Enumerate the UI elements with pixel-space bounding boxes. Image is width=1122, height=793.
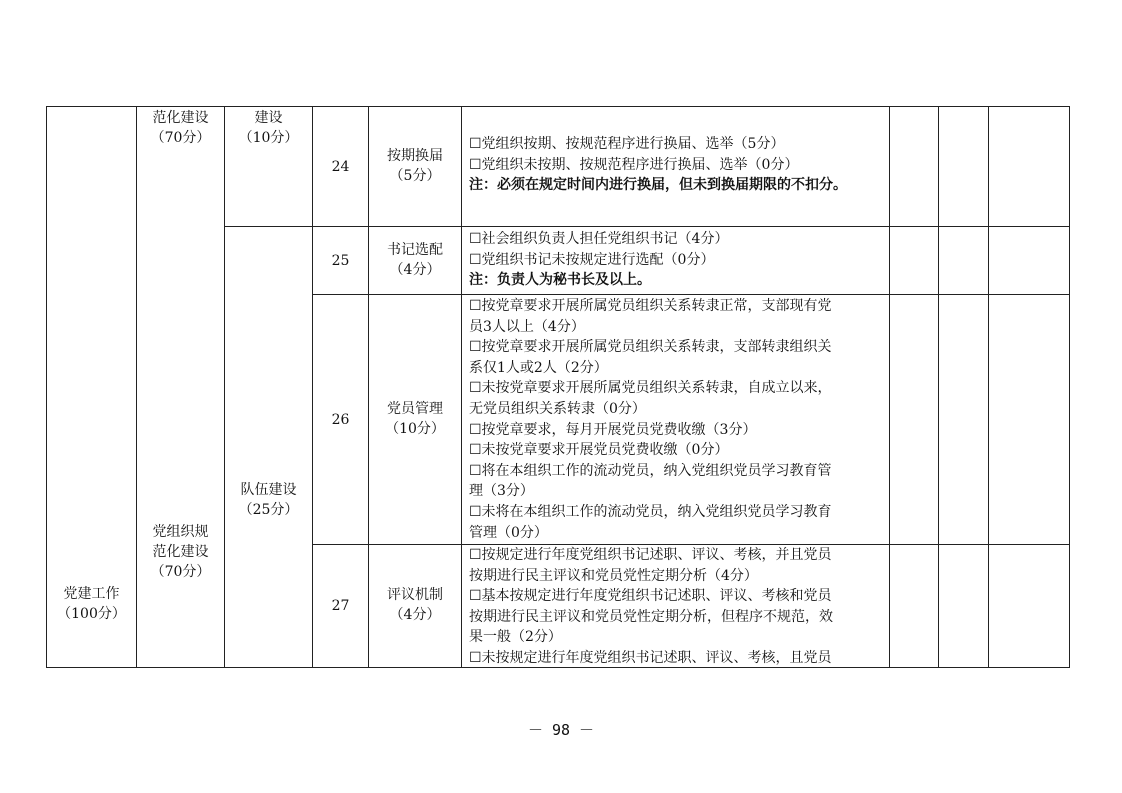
criteria-line: ☐按规定进行年度党组织书记述职、评议、考核，并且党员 (469, 547, 832, 563)
category-score: （100分） (57, 606, 126, 622)
criteria-line: 员3人以上（4分） (469, 318, 585, 335)
col-border-9 (1069, 106, 1070, 668)
section-score: （70分） (150, 564, 211, 580)
item-name: 按期换届 (387, 148, 443, 164)
item-points: （4分） (389, 607, 441, 623)
criteria-line: ☐按党章要求开展所属党员组织关系转隶正常，支部现有党 (469, 298, 832, 314)
row-number: 27 (331, 598, 350, 614)
section-score: （70分） (150, 130, 211, 146)
section-name: 范化建设 (152, 110, 209, 126)
subsection-cell-bottom (225, 480, 312, 520)
criteria-cell (469, 545, 889, 669)
item-name: 党员管理 (387, 401, 443, 417)
criteria-line: 按期进行民主评议和党员党性定期分析，但程序不规范，效 (469, 608, 833, 625)
criteria-line: ☐党组织书记未按规定进行选配（0分） (469, 251, 715, 268)
criteria-line: 按期进行民主评议和党员党性定期分析（4分） (469, 567, 758, 584)
item-name: 书记选配 (387, 242, 443, 258)
item-cell (369, 240, 461, 280)
col-border-3 (312, 106, 313, 668)
criteria-note: 注：负责人为秘书长及以上。 (469, 272, 651, 289)
subsection-name: 建设 (254, 110, 283, 126)
criteria-line: ☐将在本组织工作的流动党员，纳入党组织党员学习教育管 (469, 462, 832, 479)
criteria-line: 无党员组织关系转隶（0分） (469, 400, 646, 417)
criteria-note: 注：必须在规定时间内进行换届，但未到换届期限的不扣分。 (469, 177, 847, 194)
criteria-line: 系仅1人或2人（2分） (469, 359, 608, 376)
criteria-line: 果一般（2分） (469, 629, 562, 646)
subsection-name: 队伍建设 (240, 482, 297, 498)
section-name-line-1: 党组织规 (152, 524, 209, 540)
col-border-5 (461, 106, 462, 668)
item-name: 评议机制 (387, 587, 443, 603)
row-number: 25 (331, 253, 350, 269)
subsection-cell-top (225, 108, 312, 148)
criteria-line: ☐党组织按期、按规范程序进行换届、选举（5分） (469, 136, 785, 152)
item-cell (369, 146, 461, 186)
section-cell-bottom (137, 522, 224, 582)
criteria-line: ☐未按规定进行年度党组织书记述职、评议、考核，且党员 (469, 649, 832, 666)
criteria-cell (469, 296, 889, 543)
col-border-8 (988, 106, 989, 668)
row-number: 24 (331, 159, 350, 175)
category-name: 党建工作 (63, 586, 120, 602)
criteria-cell (469, 229, 889, 291)
table-top-border (46, 106, 1070, 107)
section-name-line-2: 范化建设 (152, 544, 209, 560)
item-points: （10分） (385, 421, 445, 437)
col-border-1 (136, 106, 137, 668)
category-cell (47, 584, 136, 624)
criteria-line: 理（3分） (469, 483, 534, 500)
subsection-score: （10分） (238, 130, 299, 146)
criteria-line: ☐未按党章要求开展党员党费收缴（0分） (469, 442, 729, 459)
col-border-7 (938, 106, 939, 668)
col-border-4 (368, 106, 369, 668)
col-border-6 (889, 106, 890, 668)
row-divider-25-26 (312, 294, 1070, 295)
page-number: － 98 － (527, 721, 595, 739)
item-cell (369, 399, 461, 439)
item-points: （5分） (389, 168, 441, 184)
criteria-line: ☐社会组织负责人担任党组织书记（4分） (469, 231, 729, 247)
row-number: 26 (331, 412, 350, 428)
criteria-line: ☐按党章要求，每月开展党员党费收缴（3分） (469, 421, 757, 438)
criteria-line: ☐未按党章要求开展所属党员组织关系转隶，自成立以来， (469, 380, 832, 397)
section-cell-top (137, 108, 224, 148)
col-border-2 (224, 106, 225, 668)
row-divider-24-25 (224, 226, 1070, 227)
subsection-score: （25分） (238, 502, 299, 518)
item-cell (369, 585, 461, 625)
criteria-cell (469, 134, 889, 196)
criteria-line: 管理（0分） (469, 524, 548, 541)
criteria-line: ☐基本按规定进行年度党组织书记述职、评议、考核和党员 (469, 588, 832, 605)
criteria-line: ☐按党章要求开展所属党员组织关系转隶，支部转隶组织关 (469, 339, 832, 356)
criteria-line: ☐未将在本组织工作的流动党员，纳入党组织党员学习教育 (469, 503, 832, 520)
item-points: （4分） (389, 262, 441, 278)
criteria-line: ☐党组织未按期、按规范程序进行换届、选举（0分） (469, 156, 799, 173)
